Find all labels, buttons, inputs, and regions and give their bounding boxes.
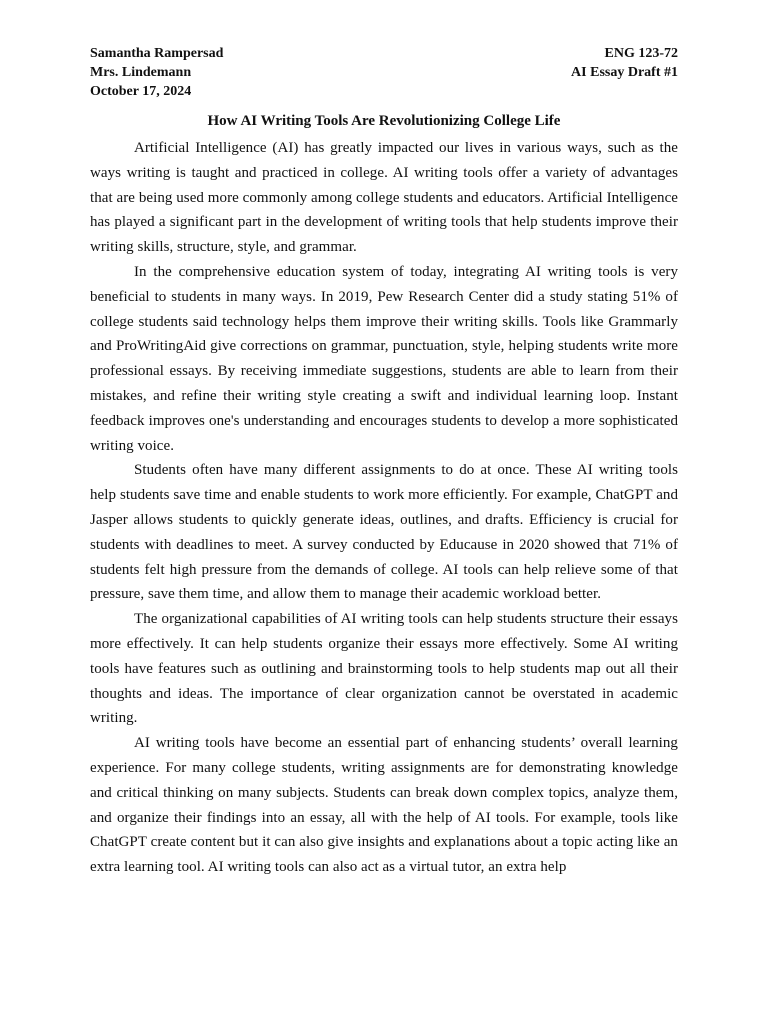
document-page xyxy=(90,44,678,880)
paragraph: In the comprehensive education system of today, integrating AI writing tools is very beneficial to students in many ways. In 2019, Pew Research Center did a study stating 51% of college students said technology helps them improve their writing skills. Tools like Grammarly and ProWritingAid give corrections on grammar, punctuation, style, helping students write more professional essays. By receiving immediate suggestions, students are able to learn from their mistakes, and refine their writing style creating a swift and individual learning loop. Instant feedback improves one's understanding and encourages students to develop a more sophisticated writing voice. xyxy=(90,263,678,454)
header-right-block xyxy=(571,44,678,101)
paragraph: Artificial Intelligence (AI) has greatly impacted our lives in various ways, such as the ways writing is taught and practiced in college. AI writing tools offer a variety of advantages that are being used more commonly among college students and educators. Artificial Intelligence has played a significant part in the development of writing tools that help students improve their writing skills, structure, style, and grammar. xyxy=(90,140,678,256)
paragraph: Students often have many different assignments to do at once. These AI writing tools help students save time and enable students to work more efficiently. For example, ChatGPT and Jasper allows students to quickly generate ideas, outlines, and drafts. Efficiency is crucial for students with deadlines to meet. A survey conducted by Educause in 2020 showed that 71% of students felt high pressure from the demands of college. AI tools can help relieve some of that pressure, save them time, and allow them to manage their academic workload better. xyxy=(90,462,678,603)
assignment-name: AI Essay Draft #1 xyxy=(571,65,678,80)
header-left-block xyxy=(90,44,223,101)
essay-body xyxy=(90,136,678,880)
student-name: Samantha Rampersad xyxy=(90,46,224,61)
instructor-name: Mrs. Lindemann xyxy=(90,65,192,80)
document-date: October 17, 2024 xyxy=(90,84,192,99)
paragraph: The organizational capabilities of AI writing tools can help students structure their essays more effectively. It can help students organize their essays more effectively. Some AI writing tools have features such as outlining and brainstorming tools to help students map out all their thoughts and ideas. The importance of clear organization cannot be overstated in academic writing. xyxy=(90,611,678,727)
course-code: ENG 123-72 xyxy=(604,46,678,61)
paragraph: AI writing tools have become an essential part of enhancing students’ overall learning experience. For many college students, writing assignments are for demonstrating knowledge and critical thinking on many subjects. Students can break down complex topics, analyze them, and organize their findings into an essay, all with the help of AI tools. For example, tools like ChatGPT create content but it can also give insights and explanations about a topic acting like an extra learning tool. AI writing tools can also act as a virtual tutor, an extra help xyxy=(90,735,678,876)
essay-title: How AI Writing Tools Are Revolutionizing College Life xyxy=(207,113,561,129)
document-header xyxy=(90,44,678,101)
